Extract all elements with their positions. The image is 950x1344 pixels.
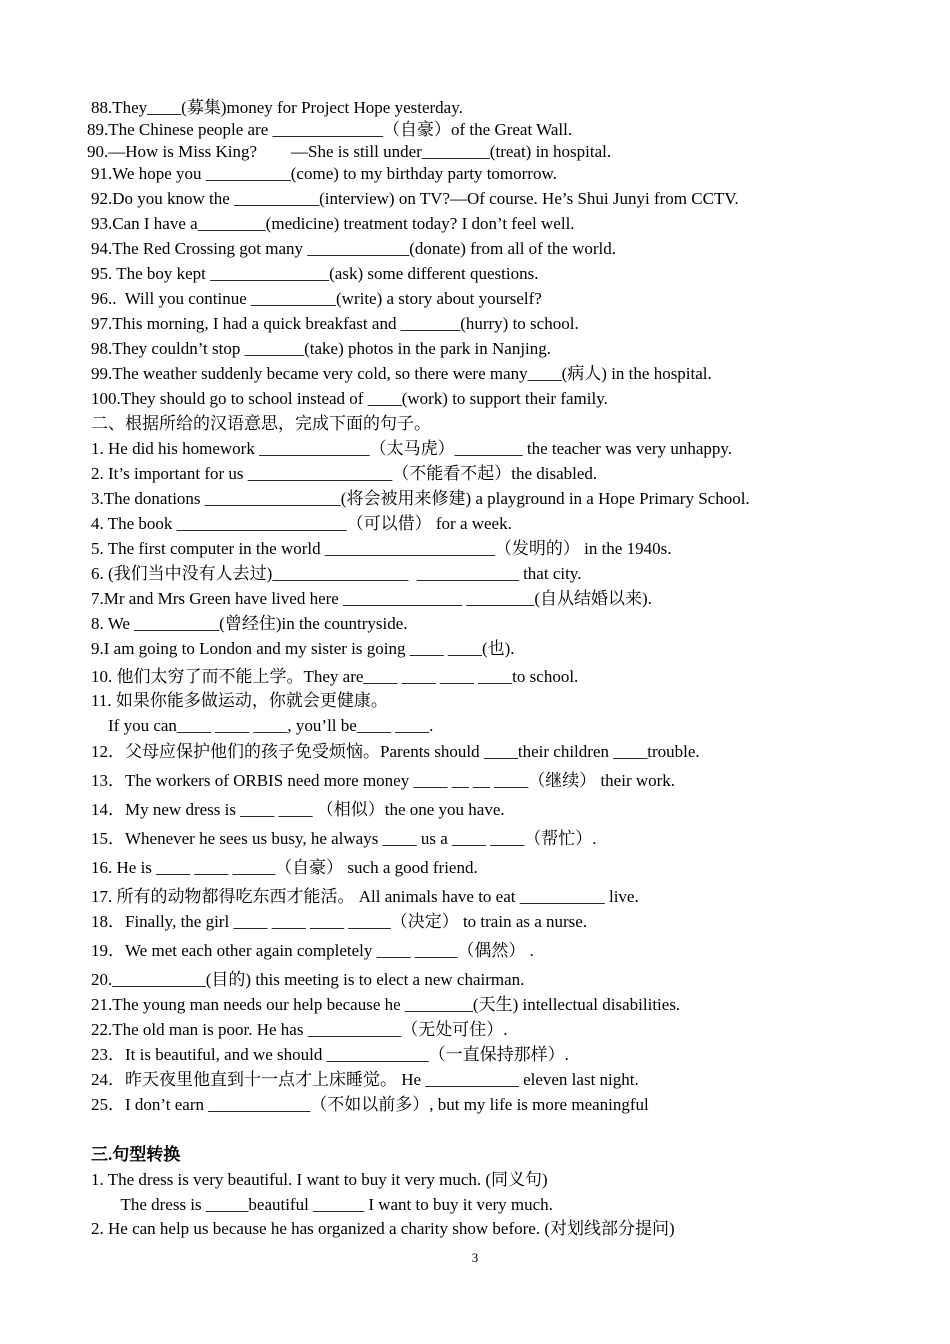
exercise-line: 2. He can help us because he has organized a charity show before. (对划线部分提问) <box>91 1219 675 1238</box>
exercise-line: 7.Mr and Mrs Green have lived here ______________ ________(自从结婚以来). <box>91 589 652 608</box>
exercise-line: 89.The Chinese people are _____________（自豪）of the Great Wall. <box>87 120 573 139</box>
exercise-line: 10. 他们太穷了而不能上学。They are____ ____ ____ ____to school. <box>91 667 579 686</box>
exercise-line: If you can____ ____ ____, you’ll be____ ____. <box>91 716 434 735</box>
exercise-line: 21.The young man needs our help because he ________(天生) intellectual disabilities. <box>91 995 681 1014</box>
exercise-line: 9.I am going to London and my sister is going ____ ____(也). <box>91 639 515 658</box>
exercise-line: 90.—How is Miss King? —She is still under________(treat) in hospital. <box>87 142 612 161</box>
exercise-line: 25．I don’t earn ____________（不如以前多）, but my life is more meaningful <box>91 1095 649 1114</box>
exercise-line: 18．Finally, the girl ____ ____ ____ _____（决定） to train as a nurse. <box>91 912 588 931</box>
exercise-line: 8. We __________(曾经住)in the countryside. <box>91 614 408 633</box>
exercise-line: 100.They should go to school instead of ____(work) to support their family. <box>91 389 608 408</box>
exercise-line: 12．父母应保护他们的孩子免受烦恼。Parents should ____their children ____trouble. <box>91 742 700 761</box>
exercise-line: 20.___________(目的) this meeting is to elect a new chairman. <box>91 970 525 989</box>
exercise-line: 13．The workers of ORBIS need more money ____ __ __ ____（继续） their work. <box>91 771 676 790</box>
exercise-line: 88.They____(募集)money for Project Hope yesterday. <box>91 98 463 117</box>
exercise-line: 15．Whenever he sees us busy, he always ____ us a ____ ____（帮忙）. <box>91 829 597 848</box>
exercise-line: 96.. Will you continue __________(write) a story about yourself? <box>91 289 542 308</box>
exercise-line: 98.They couldn’t stop _______(take) photos in the park in Nanjing. <box>91 339 552 358</box>
exercise-line: 19．We met each other again completely ____ _____（偶然） . <box>91 941 534 960</box>
exercise-line: 11. 如果你能多做运动，你就会更健康。 <box>91 691 388 710</box>
exercise-line: 91.We hope you __________(come) to my birthday party tomorrow. <box>91 164 557 183</box>
exercise-line: 16. He is ____ ____ _____（自豪） such a good friend. <box>91 858 478 877</box>
exercise-line: 4. The book ____________________（可以借） for a week. <box>91 514 512 533</box>
exercise-line: 94.The Red Crossing got many ____________(donate) from all of the world. <box>91 239 617 258</box>
exercise-line: 3.The donations ________________(将会被用来修建) a playground in a Hope Primary School. <box>91 489 750 508</box>
section-title: 三.句型转换 <box>91 1145 181 1164</box>
exercise-line: 17. 所有的动物都得吃东西才能活。 All animals have to eat __________ live. <box>91 887 639 906</box>
exercise-line: The dress is _____beautiful ______ I want to buy it very much. <box>91 1195 553 1214</box>
page-number: 3 <box>471 1250 479 1265</box>
section-title: 二、根据所给的汉语意思，完成下面的句子。 <box>91 414 431 433</box>
exercise-line: 92.Do you know the __________(interview) on TV?—Of course. He’s Shui Junyi from CCTV. <box>91 189 739 208</box>
exercise-line: 95. The boy kept ______________(ask) some different questions. <box>91 264 539 283</box>
exercise-line: 93.Can I have a________(medicine) treatment today? I don’t feel well. <box>91 214 575 233</box>
exercise-line: 1. He did his homework _____________（太马虎）________ the teacher was very unhappy. <box>91 439 733 458</box>
exercise-line: 23．It is beautiful, and we should ____________（一直保持那样）. <box>91 1045 569 1064</box>
exercise-line: 97.This morning, I had a quick breakfast and _______(hurry) to school. <box>91 314 579 333</box>
exercise-line: 5. The first computer in the world ____________________（发明的） in the 1940s. <box>91 539 672 558</box>
exercise-line: 24．昨天夜里他直到十一点才上床睡觉。 He ___________ eleven last night. <box>91 1070 639 1089</box>
exercise-line: 99.The weather suddenly became very cold, so there were many____(病人) in the hospital. <box>91 364 712 383</box>
exercise-line: 1. The dress is very beautiful. I want to buy it very much. (同义句) <box>91 1170 548 1189</box>
exercise-line: 6. (我们当中没有人去过)________________ ____________ that city. <box>91 564 582 583</box>
exercise-line: 22.The old man is poor. He has ___________（无处可住）. <box>91 1020 508 1039</box>
exercise-line: 2. It’s important for us _________________（不能看不起）the disabled. <box>91 464 598 483</box>
exercise-line: 14．My new dress is ____ ____ （相似）the one you have. <box>91 800 505 819</box>
